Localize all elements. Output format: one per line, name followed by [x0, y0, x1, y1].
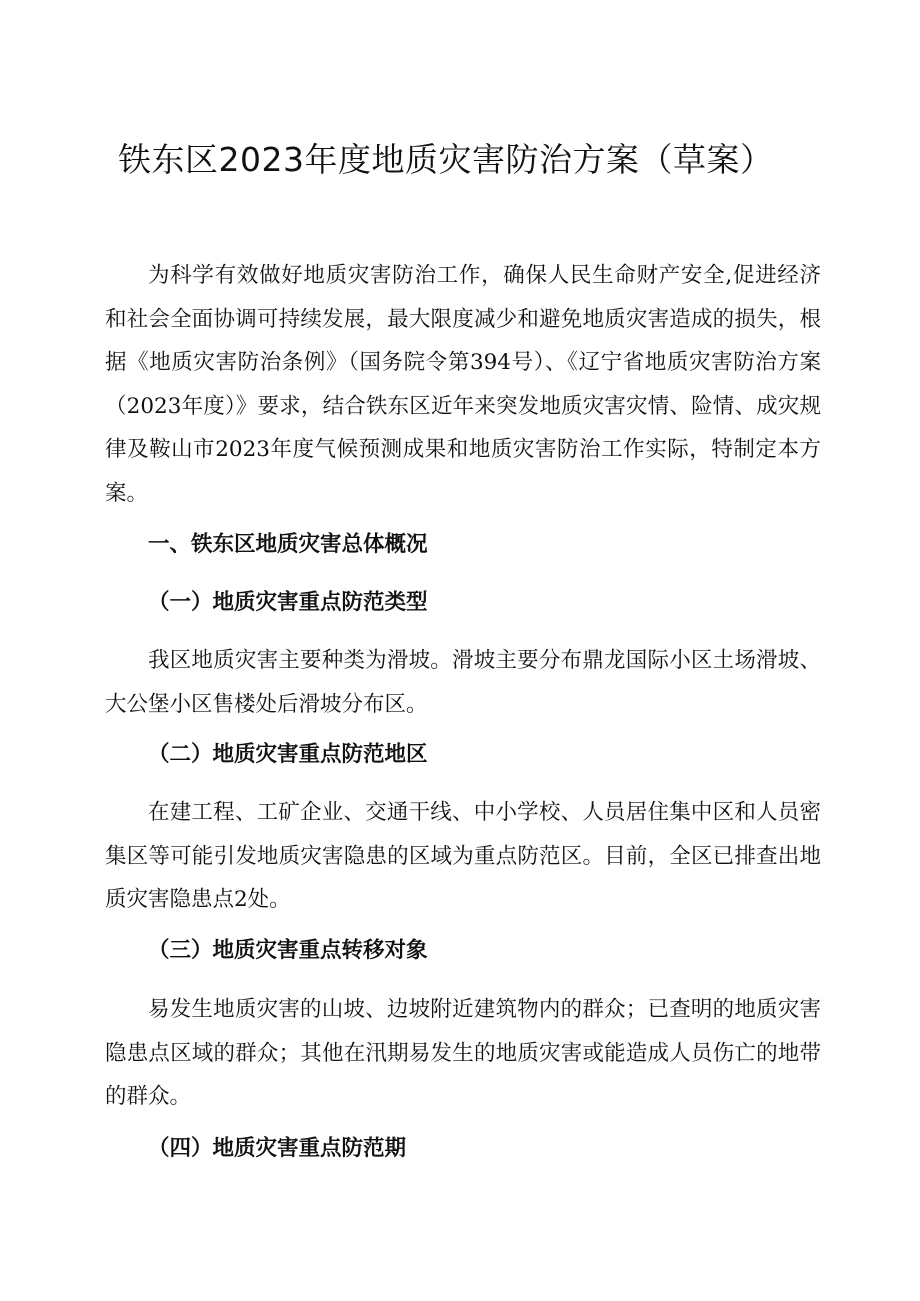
section-heading-overview: 一、铁东区地质灾害总体概况 [148, 532, 428, 557]
document-title: 铁东区2023年度地质灾害防治方案（草案） [118, 140, 774, 179]
intro-paragraph: 为科学有效做好地质灾害防治工作，确保人民生命财产安全,促进经济和社会全面协调可持续发展，最大限度减少和避免地质灾害造成的损失，根据《地质灾害防治条例》（国务院令第394号）、《辽宁省地质灾害防治方案（2023年度）》要求，结合铁东区近年来突发地质灾害灾情、险情、成灾规律及鞍山市2023年度气候预测成果和地质灾害防治工作实际，特制定本方案。 [105, 263, 821, 506]
paragraph-evacuation: 易发生地质灾害的山坡、边坡附近建筑物内的群众；已查明的地质灾害隐患点区域的群众；其他在汛期易发生的地质灾害或能造成人员伤亡的地带的群众。 [105, 997, 821, 1109]
subsection-heading-period: （四）地质灾害重点防范期 [148, 1136, 407, 1161]
paragraph-areas: 在建工程、工矿企业、交通干线、中小学校、人员居住集中区和人员密集区等可能引发地质灾害隐患的区域为重点防范区。目前，全区已排查出地质灾害隐患点2处。 [105, 800, 821, 912]
subsection-heading-types: （一）地质灾害重点防范类型 [148, 590, 428, 615]
paragraph-types: 我区地质灾害主要种类为滑坡。滑坡主要分布鼎龙国际小区土场滑坡、大公堡小区售楼处后滑坡分布区。 [105, 648, 821, 717]
subsection-heading-evacuation: （三）地质灾害重点转移对象 [148, 938, 428, 963]
subsection-heading-areas: （二）地质灾害重点防范地区 [148, 742, 428, 767]
